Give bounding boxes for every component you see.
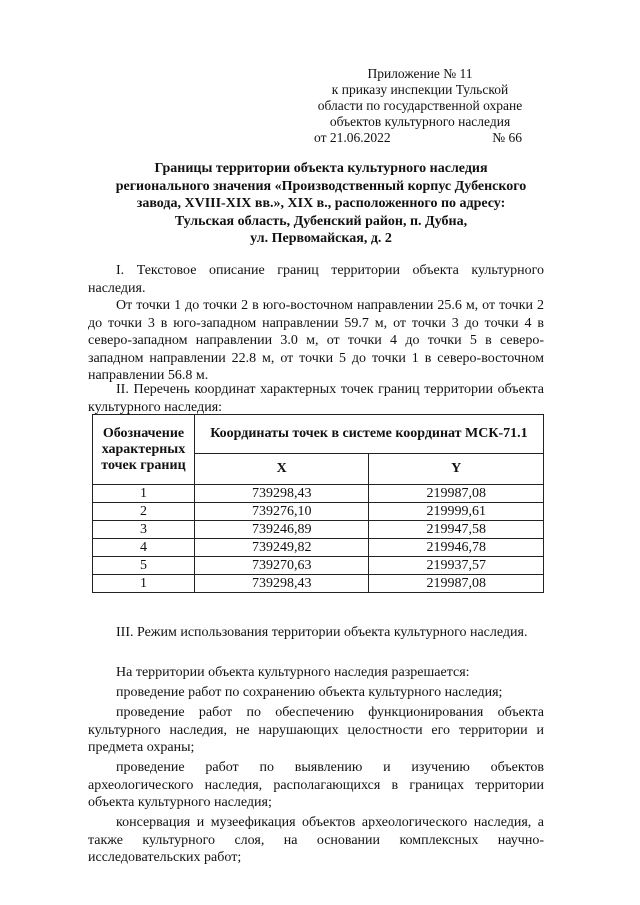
table-row	[93, 575, 544, 593]
section-1-text: От точки 1 до точки 2 в юго-восточном направлении 25.6 м, от точки 2 до точки 3 в юго-западном направлении 59.7 м, от точки 3 до точки 4 в северо-западном направлении 3.0 м, от точки 4 до точки 5 в северо-западном направлении 22.8 м, от точки 5 до точки 1 в северо-восточном направлении 56.8 м.	[88, 298, 544, 384]
table-row	[93, 557, 544, 575]
x-column-header: X	[194, 454, 369, 485]
y-cell: 219937,57	[369, 557, 544, 575]
point-cell: 4	[93, 539, 195, 557]
x-cell: 739246,89	[194, 521, 369, 539]
x-cell: 739276,10	[194, 503, 369, 521]
document-title	[96, 160, 546, 248]
y-cell: 219987,08	[369, 485, 544, 503]
title-line-4: Тульская область, Дубенский район, п. Дубна,	[174, 213, 468, 229]
section-3-heading: III. Режим использования территории объекта культурного наследия.	[116, 625, 528, 640]
allowed-item-1: проведение работ по сохранению объекта культурного наследия;	[116, 685, 503, 700]
appendix-date-row	[300, 130, 540, 146]
appendix-number: Приложение № 11	[367, 66, 473, 81]
title-line-3: завода, XVIII-XIX вв.», XIX в., расположенного по адресу:	[136, 196, 506, 211]
coordinates-table	[92, 414, 544, 593]
point-cell: 1	[93, 485, 195, 503]
x-cell: 739298,43	[194, 575, 369, 593]
table-row	[93, 521, 544, 539]
x-cell: 739249,82	[194, 539, 369, 557]
point-cell: 2	[93, 503, 195, 521]
section-1-heading: I. Текстовое описание границ территории объекта культурного наследия.	[88, 263, 544, 296]
point-cell: 1	[93, 575, 195, 593]
appendix-order-number: № 66	[492, 130, 522, 145]
allowed-intro: На территории объекта культурного наследия разрешается:	[116, 665, 470, 680]
point-column-header: Обозначение характерных точек границ	[93, 415, 195, 485]
table-row	[93, 485, 544, 503]
x-cell: 739298,43	[194, 485, 369, 503]
appendix-order-line: к приказу инспекции Тульской	[331, 82, 509, 97]
title-line-2: регионального значения «Производственный корпус Дубенского	[115, 178, 527, 194]
allowed-item-4: консервация и музеефикация объектов археологического наследия, а также культурного слоя, на основании комплексных научно-исследовательских работ;	[88, 815, 544, 866]
table-row	[93, 539, 544, 557]
x-cell: 739270,63	[194, 557, 369, 575]
y-cell: 219987,08	[369, 575, 544, 593]
y-cell: 219999,61	[369, 503, 544, 521]
allowed-item-2: проведение работ по обеспечению функционирования объекта культурного наследия, не нарушающих целостности его территории и предмета охраны;	[88, 705, 544, 756]
appendix-authority-line-2: объектов культурного наследия	[329, 114, 511, 129]
table-row	[93, 503, 544, 521]
allowed-item-3: проведение работ по выявлению и изучению объектов археологического наследия, располагающихся в границах территории объекта культурного наследия;	[88, 760, 544, 811]
point-cell: 3	[93, 521, 195, 539]
appendix-authority-line: области по государственной охране	[317, 98, 523, 113]
appendix-date: от 21.06.2022	[314, 130, 391, 145]
title-line-1: Границы территории объекта культурного наследия	[154, 161, 488, 176]
title-line-5: ул. Первомайская, д. 2	[250, 231, 392, 246]
point-cell: 5	[93, 557, 195, 575]
y-column-header: Y	[369, 454, 544, 485]
y-cell: 219946,78	[369, 539, 544, 557]
appendix-header	[300, 66, 540, 146]
y-cell: 219947,58	[369, 521, 544, 539]
section-2-heading: II. Перечень координат характерных точек границ территории объекта культурного наследия:	[88, 382, 544, 415]
coordinate-system-header: Координаты точек в системе координат МСК-71.1	[194, 415, 543, 454]
